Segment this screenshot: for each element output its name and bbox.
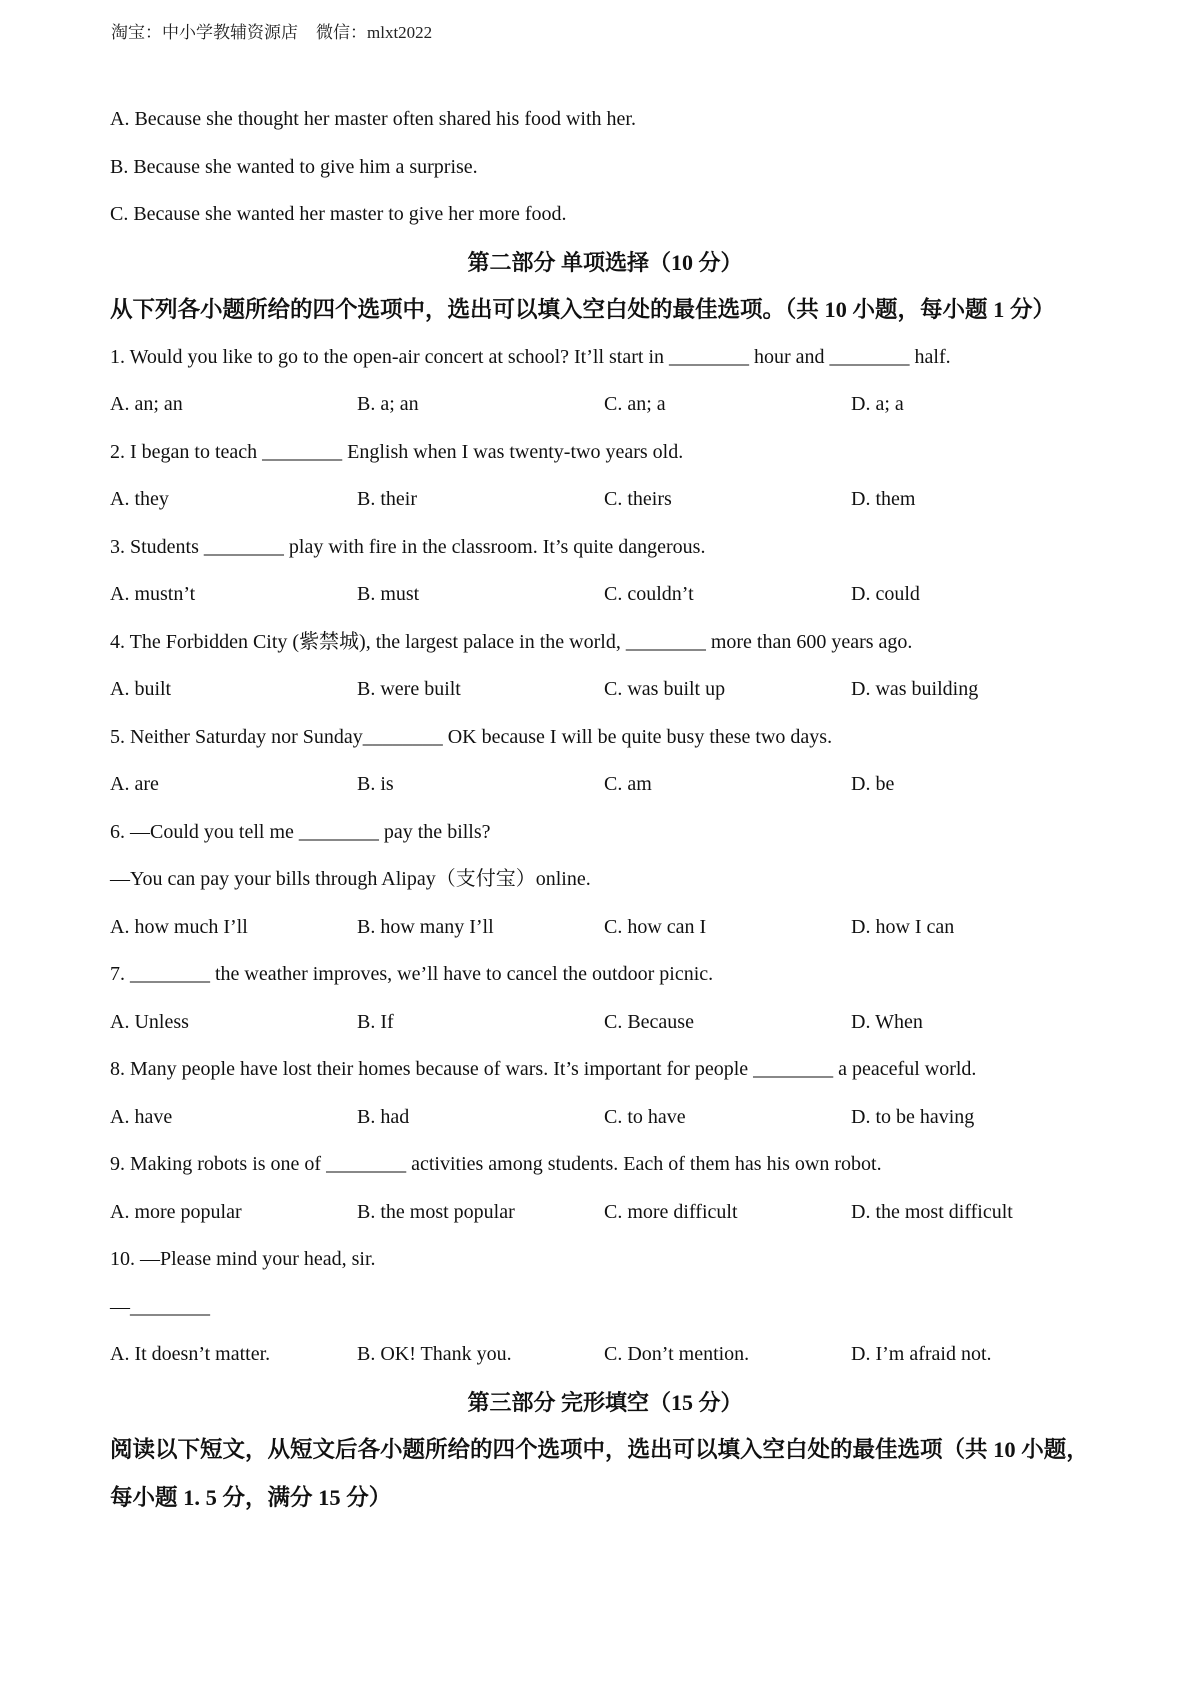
answer-option: C. to have: [604, 1105, 686, 1128]
page-header: [111, 18, 432, 43]
answer-option: D. When: [851, 1010, 923, 1033]
answer-option: C. was built up: [604, 678, 726, 700]
answer-options: [110, 666, 1100, 714]
question-stem: 10. —Please mind your head, sir.: [110, 1248, 376, 1270]
answer-options: [110, 904, 1100, 952]
prev-option: B. Because she wanted to give him a surprise.: [110, 155, 478, 178]
answer-option: C. how can I: [604, 915, 707, 938]
question-stem: 2. I began to teach ________ English when I was twenty-two years old.: [110, 440, 684, 463]
answer-options: [110, 381, 1100, 429]
question-list: [110, 334, 1100, 1379]
answer-option: B. a; an: [357, 393, 419, 415]
prev-option: C. Because she wanted her master to give her more food.: [110, 203, 567, 225]
answer-option: A. are: [110, 773, 159, 795]
question-stem: 4. The Forbidden City (紫禁城), the largest palace in the world, ________ more than 600 years ago.: [110, 630, 913, 653]
answer-option: D. could: [851, 583, 920, 605]
answer-option: C. theirs: [604, 488, 672, 510]
answer-option: A. mustn’t: [110, 583, 196, 605]
answer-option: C. an; a: [604, 393, 666, 415]
answer-option: A. Unless: [110, 1010, 189, 1033]
exam-content: [110, 96, 1100, 1521]
shop-label: 淘宝：中小学教辅资源店: [111, 23, 298, 42]
section-title-part2: 第二部分 单项选择（10 分）: [467, 249, 743, 275]
question-1: [110, 334, 1100, 429]
answer-options: [110, 1094, 1100, 1142]
question-6: [110, 809, 1100, 952]
answer-options: [110, 476, 1100, 524]
answer-options: [110, 1331, 1100, 1379]
answer-option: B. must: [357, 583, 420, 605]
question-4: [110, 619, 1100, 714]
question-reply: —You can pay your bills through Alipay（支付宝）online.: [110, 868, 591, 890]
section-instructions-part2: 从下列各小题所给的四个选项中，选出可以填入空白处的最佳选项。（共 10 小题，每小题 1 分）: [110, 297, 1056, 322]
question-stem: 9. Making robots is one of ________ activities among students. Each of them has his own robot.: [110, 1153, 882, 1175]
question-8: [110, 1046, 1100, 1141]
wechat-label: 微信：mlxt2022: [316, 23, 433, 42]
answer-option: B. If: [357, 1010, 394, 1033]
answer-option: A. built: [110, 678, 172, 700]
answer-options: [110, 999, 1100, 1047]
answer-option: C. Don’t mention.: [604, 1343, 750, 1365]
answer-option: D. I’m afraid not.: [851, 1343, 992, 1365]
answer-option: C. Because: [604, 1010, 694, 1033]
answer-option: C. couldn’t: [604, 583, 694, 605]
answer-option: B. is: [357, 773, 394, 795]
question-stem: 3. Students ________ play with fire in the classroom. It’s quite dangerous.: [110, 535, 706, 558]
answer-option: D. the most difficult: [851, 1200, 1013, 1223]
question-stem: 8. Many people have lost their homes because of wars. It’s important for people ________ a peaceful world.: [110, 1058, 977, 1080]
answer-option: D. was building: [851, 678, 979, 700]
answer-option: B. OK! Thank you.: [357, 1343, 512, 1365]
answer-option: A. more popular: [110, 1200, 242, 1223]
answer-option: D. how I can: [851, 915, 955, 938]
answer-option: D. a; a: [851, 393, 904, 415]
answer-option: B. had: [357, 1105, 410, 1128]
answer-options: [110, 1189, 1100, 1237]
answer-option: D. be: [851, 773, 895, 795]
question-10: [110, 1236, 1100, 1379]
answer-option: A. an; an: [110, 393, 183, 415]
answer-option: A. It doesn’t matter.: [110, 1343, 271, 1365]
section-instructions-part3: 阅读以下短文，从短文后各小题所给的四个选项中，选出可以填入空白处的最佳选项（共 10 小题，每小题 1. 5 分，满分 15 分）: [110, 1437, 1089, 1510]
answer-option: C. am: [604, 773, 652, 795]
answer-options: [110, 571, 1100, 619]
question-5: [110, 714, 1100, 809]
answer-option: B. their: [357, 488, 417, 510]
question-reply: —________: [110, 1295, 210, 1318]
answer-option: A. they: [110, 488, 169, 510]
question-3: [110, 524, 1100, 619]
question-9: [110, 1141, 1100, 1236]
answer-option: A. how much I’ll: [110, 915, 248, 938]
question-7: [110, 951, 1100, 1046]
answer-option: D. them: [851, 488, 916, 510]
question-stem: 5. Neither Saturday nor Sunday________ OK because I will be quite busy these two days.: [110, 725, 833, 748]
question-2: [110, 429, 1100, 524]
question-stem: 1. Would you like to go to the open-air concert at school? It’ll start in ________ hour and ________ half.: [110, 345, 951, 368]
answer-option: A. have: [110, 1105, 173, 1128]
answer-option: B. the most popular: [357, 1200, 515, 1223]
question-stem: 7. ________ the weather improves, we’ll have to cancel the outdoor picnic.: [110, 963, 714, 985]
prev-option: A. Because she thought her master often shared his food with her.: [110, 108, 636, 130]
answer-options: [110, 761, 1100, 809]
answer-option: B. were built: [357, 678, 461, 700]
answer-option: C. more difficult: [604, 1200, 738, 1223]
section-title-part3: 第三部分 完形填空（15 分）: [467, 1389, 743, 1415]
answer-option: B. how many I’ll: [357, 915, 494, 938]
answer-option: D. to be having: [851, 1105, 975, 1128]
question-stem: 6. —Could you tell me ________ pay the bills?: [110, 820, 491, 843]
